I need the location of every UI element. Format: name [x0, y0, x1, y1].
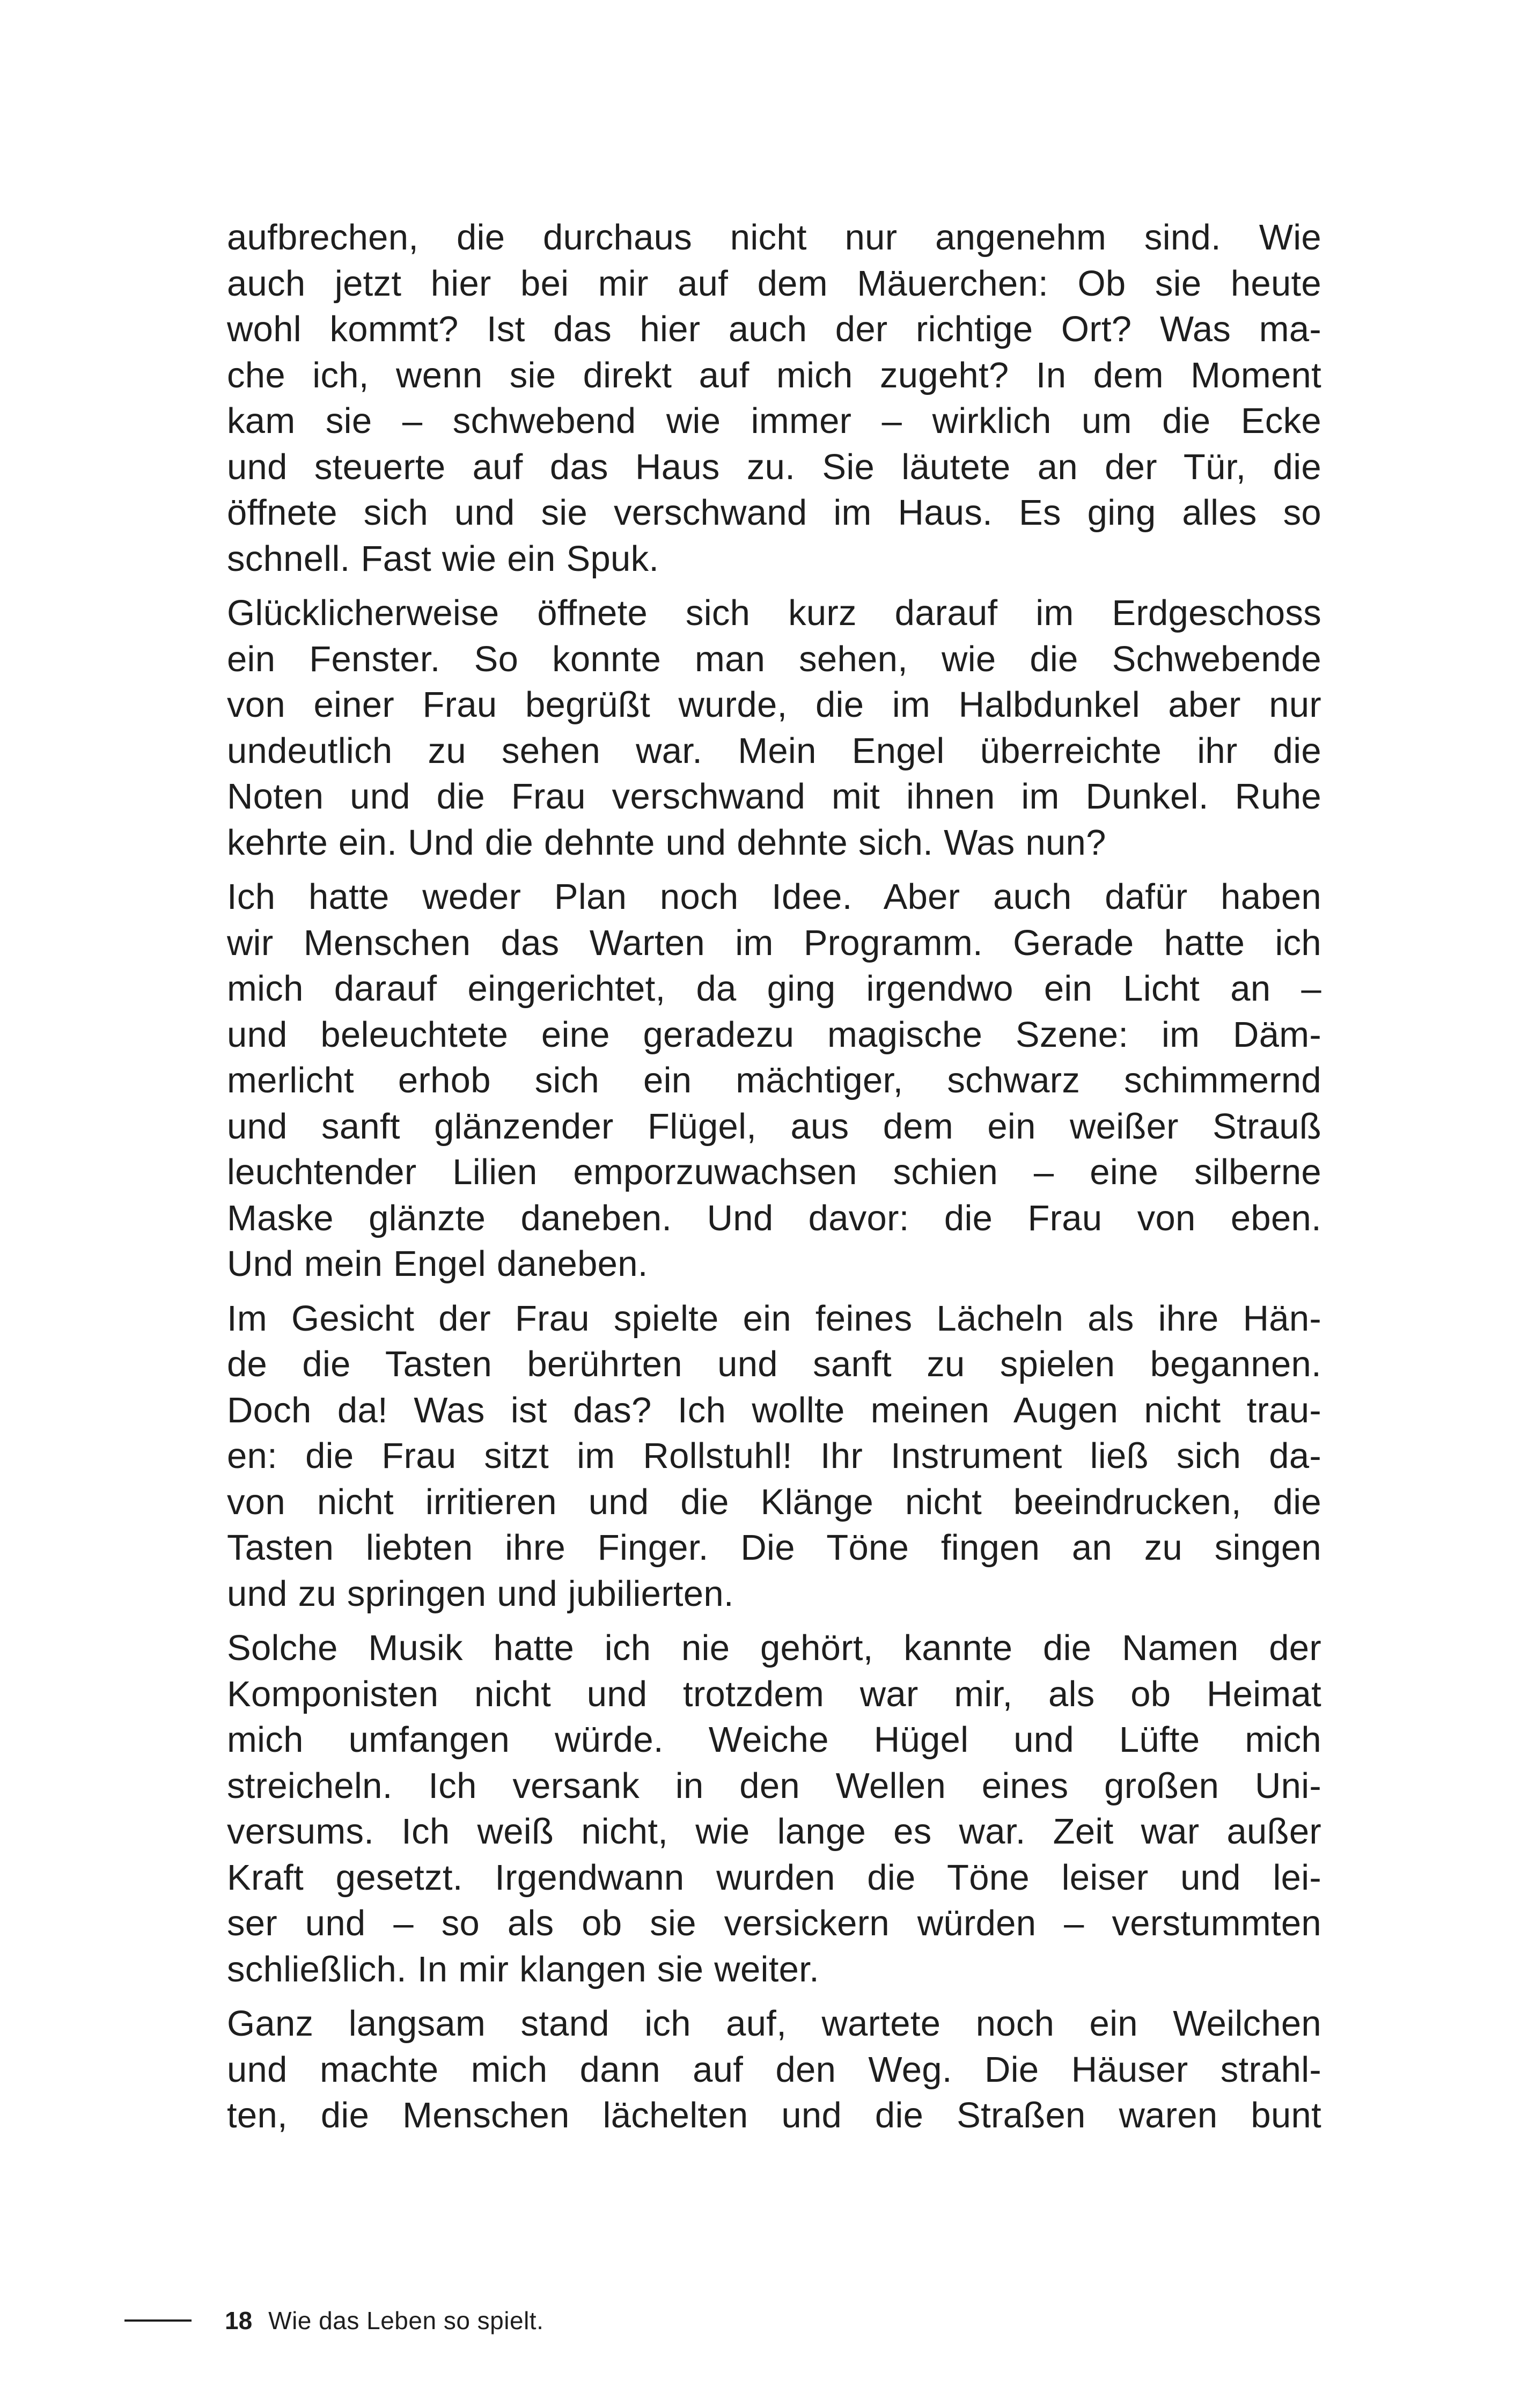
- text-line: merlicht erhob sich ein mächtiger, schwarz schimmernd: [227, 1060, 1321, 1100]
- text-line: leuchtender Lilien emporzuwachsen schien – eine silberne: [227, 1152, 1321, 1192]
- text-line: Solche Musik hatte ich nie gehört, kannte die Namen der: [227, 1628, 1321, 1668]
- text-line: mich umfangen würde. Weiche Hügel und Lüfte mich: [227, 1720, 1321, 1760]
- text-line: Im Gesicht der Frau spielte ein feines Lächeln als ihre Hän-: [227, 1298, 1321, 1339]
- text-line: de die Tasten berührten und sanft zu spielen begannen.: [227, 1344, 1321, 1384]
- text-line: wir Menschen das Warten im Programm. Gerade hatte ich: [227, 922, 1321, 963]
- text-line: streicheln. Ich versank in den Wellen eines großen Uni-: [227, 1765, 1321, 1806]
- text-line: Doch da! Was ist das? Ich wollte meinen Augen nicht trau-: [227, 1390, 1321, 1430]
- text-line: Ich hatte weder Plan noch Idee. Aber auch dafür haben: [227, 877, 1321, 917]
- text-line: kehrte ein. Und die dehnte und dehnte sich. Was nun?: [227, 822, 1106, 863]
- text-line: Glücklicherweise öffnete sich kurz darauf im Erdgeschoss: [227, 593, 1321, 633]
- text-line: aufbrechen, die durchaus nicht nur angenehm sind. Wie: [227, 217, 1321, 258]
- paragraph: [227, 1625, 1321, 1992]
- text-line: versums. Ich weiß nicht, wie lange es war. Zeit war außer: [227, 1811, 1321, 1852]
- text-line: Ganz langsam stand ich auf, wartete noch ein Weilchen: [227, 2003, 1321, 2044]
- text-line: ein Fenster. So konnte man sehen, wie die Schwebende: [227, 638, 1321, 679]
- text-line: schließlich. In mir klangen sie weiter.: [227, 1949, 820, 1989]
- text-line: und sanft glänzender Flügel, aus dem ein weißer Strauß: [227, 1106, 1321, 1147]
- text-line: und beleuchtete eine geradezu magische Szene: im Däm-: [227, 1014, 1321, 1055]
- text-line: Komponisten nicht und trotzdem war mir, als ob Heimat: [227, 1673, 1321, 1714]
- text-line: ten, die Menschen lächelten und die Straßen waren bunt: [227, 2095, 1321, 2135]
- text-line: mich darauf eingerichtet, da ging irgendwo ein Licht an –: [227, 968, 1321, 1009]
- text-line: Maske glänzte daneben. Und davor: die Frau von eben.: [227, 1198, 1321, 1238]
- paragraph: [227, 874, 1321, 1287]
- paragraph: [227, 215, 1321, 582]
- text-line: che ich, wenn sie direkt auf mich zugeht? In dem Moment: [227, 355, 1321, 395]
- text-line: kam sie – schwebend wie immer – wirklich um die Ecke: [227, 401, 1321, 441]
- text-line: Tasten liebten ihre Finger. Die Töne fingen an zu singen: [227, 1528, 1321, 1568]
- paragraph: [227, 2001, 1321, 2139]
- text-line: Noten und die Frau verschwand mit ihnen im Dunkel. Ruhe: [227, 776, 1321, 817]
- body-text: [227, 215, 1321, 2147]
- text-line: ser und – so als ob sie versickern würden – verstummten: [227, 1903, 1321, 1943]
- text-line: und steuerte auf das Haus zu. Sie läutete an der Tür, die: [227, 446, 1321, 487]
- text-line: auch jetzt hier bei mir auf dem Mäuerchen: Ob sie heute: [227, 263, 1321, 304]
- text-line: Kraft gesetzt. Irgendwann wurden die Töne leiser und lei-: [227, 1857, 1321, 1898]
- text-line: von nicht irritieren und die Klänge nicht beeindrucken, die: [227, 1481, 1321, 1522]
- text-line: undeutlich zu sehen war. Mein Engel überreichte ihr die: [227, 730, 1321, 771]
- text-line: wohl kommt? Ist das hier auch der richtige Ort? Was ma-: [227, 309, 1321, 349]
- text-line: von einer Frau begrüßt wurde, die im Halbdunkel aber nur: [227, 685, 1321, 725]
- text-line: und zu springen und jubilierten.: [227, 1573, 734, 1614]
- text-line: Und mein Engel daneben.: [227, 1244, 648, 1284]
- text-line: öffnete sich und sie verschwand im Haus. Es ging alles so: [227, 493, 1321, 533]
- footer-rule: [124, 2319, 192, 2322]
- running-title: Wie das Leben so spielt.: [268, 2307, 544, 2334]
- page-footer: [124, 2302, 543, 2339]
- paragraph: [227, 1296, 1321, 1617]
- page-number: 18: [225, 2307, 253, 2334]
- paragraph: [227, 590, 1321, 865]
- text-line: en: die Frau sitzt im Rollstuhl! Ihr Instrument ließ sich da-: [227, 1436, 1321, 1476]
- text-line: und machte mich dann auf den Weg. Die Häuser strahl-: [227, 2049, 1321, 2090]
- text-line: schnell. Fast wie ein Spuk.: [227, 538, 659, 579]
